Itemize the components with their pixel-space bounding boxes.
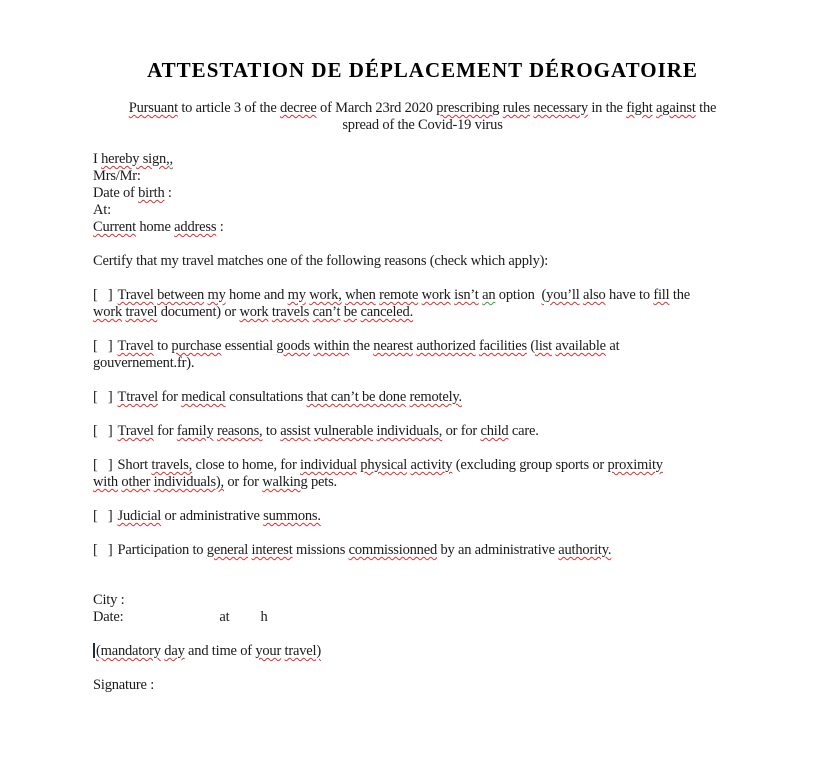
checkbox-general-interest-missions[interactable]: [ ] xyxy=(93,542,113,558)
text-run: consultations xyxy=(225,389,307,405)
checkbox-judicial-summons[interactable]: [ ] xyxy=(93,508,113,524)
misspelled-word: rules xyxy=(502,100,530,116)
text-run: the xyxy=(669,287,690,303)
date-line xyxy=(93,609,752,626)
city-date-block xyxy=(93,592,752,626)
misspelled-word: day xyxy=(164,643,185,659)
misspelled-word: canceled. xyxy=(360,304,414,320)
certify-paragraph xyxy=(93,253,752,270)
reason-family-reasons xyxy=(93,423,752,440)
checkbox-travel-between-home-and-work[interactable]: [ ] xyxy=(93,287,113,303)
text-cursor xyxy=(93,643,95,658)
misspelled-word: facilities xyxy=(479,338,527,354)
text-run: at xyxy=(605,338,620,354)
misspelled-word: Travel xyxy=(117,338,154,354)
misspelled-word: work xyxy=(239,304,269,320)
text-run: to xyxy=(262,423,281,439)
misspelled-word: be xyxy=(343,304,358,320)
misspelled-word: address xyxy=(174,219,217,235)
text-run: option xyxy=(495,287,542,303)
signer-line-home-address xyxy=(93,219,752,236)
misspelled-word: isn’t xyxy=(454,287,479,303)
text-run: care. xyxy=(508,423,539,439)
reason-medical-consultations xyxy=(93,389,752,406)
misspelled-word: Current xyxy=(93,219,136,235)
text-run: or for xyxy=(442,423,481,439)
text-run: in the xyxy=(587,100,627,116)
signer-line-at xyxy=(93,202,752,219)
misspelled-word: authority. xyxy=(558,542,612,558)
text-run: home and xyxy=(225,287,288,303)
misspelled-word: Travel xyxy=(117,287,154,303)
misspelled-word: travel) xyxy=(284,643,321,659)
misspelled-word: individuals, xyxy=(376,423,443,439)
text-run: Short xyxy=(117,457,152,473)
misspelled-word: general xyxy=(206,542,249,558)
text-run: have to xyxy=(605,287,654,303)
misspelled-word: work xyxy=(93,304,123,320)
text-run: missions xyxy=(292,542,349,558)
text-run: Date of xyxy=(93,185,139,201)
misspelled-word: your xyxy=(255,643,282,659)
text-run: (excluding group sports or xyxy=(452,457,608,473)
misspelled-word: individual xyxy=(300,457,357,473)
misspelled-word: walking xyxy=(262,474,308,490)
misspelled-word: Judicial xyxy=(117,508,162,524)
misspelled-word: between xyxy=(157,287,205,303)
text-run: : xyxy=(216,219,224,235)
misspelled-word: my xyxy=(287,287,306,303)
misspelled-word: also xyxy=(583,287,606,303)
signature-label: Signature : xyxy=(93,677,155,693)
text-run: : xyxy=(164,185,172,201)
misspelled-word: work xyxy=(421,287,451,303)
misspelled-word: reasons, xyxy=(216,423,263,439)
signer-line-hereby-sign xyxy=(93,151,752,168)
misspelled-word: summons. xyxy=(263,508,321,524)
signer-line-mrs-mr xyxy=(93,168,752,185)
date-label: Date: xyxy=(93,609,124,625)
text-run: to xyxy=(153,338,172,354)
text-run: the xyxy=(695,100,717,116)
misspelled-word: , xyxy=(169,151,173,167)
text-run: At: xyxy=(93,202,111,218)
city-line xyxy=(93,592,752,609)
misspelled-word: physical xyxy=(360,457,408,473)
misspelled-word: travels xyxy=(271,304,310,320)
checkbox-medical-consultations[interactable]: [ ] xyxy=(93,389,113,405)
text-run: and time of xyxy=(184,643,256,659)
reason-text xyxy=(118,508,321,524)
misspelled-word: hereby sign, xyxy=(101,151,170,167)
reason-text xyxy=(93,338,619,371)
document-title: ATTESTATION DE DÉPLACEMENT DÉROGATOIRE xyxy=(147,58,698,82)
misspelled-word: that can’t be done xyxy=(306,389,407,405)
misspelled-word: an xyxy=(482,287,496,303)
misspelled-word: authorized xyxy=(416,338,476,354)
misspelled-word: list xyxy=(535,338,552,354)
misspelled-word: other xyxy=(121,474,151,490)
misspelled-word: nearest xyxy=(373,338,413,354)
misspelled-word: family xyxy=(176,423,214,439)
misspelled-word: Travel xyxy=(117,423,154,439)
text-run: by an administrative xyxy=(437,542,559,558)
reason-text xyxy=(118,542,612,558)
reason-judicial-summons xyxy=(93,508,752,525)
misspelled-word: available xyxy=(555,338,606,354)
misspelled-word: child xyxy=(480,423,509,439)
misspelled-word: individuals), xyxy=(153,474,224,490)
text-run: close to home, for xyxy=(192,457,301,473)
signature-paragraph xyxy=(93,677,752,694)
checkbox-short-travels-physical-activity[interactable]: [ ] xyxy=(93,457,113,473)
misspelled-word: (you’ll xyxy=(541,287,580,303)
text-run: for xyxy=(158,389,182,405)
misspelled-word: travel xyxy=(125,304,158,320)
misspelled-word: within xyxy=(313,338,350,354)
text-run: of March 23rd 2020 xyxy=(316,100,437,116)
text-run: essential xyxy=(221,338,277,354)
misspelled-word: remote xyxy=(379,287,419,303)
misspelled-word: proximity xyxy=(607,457,663,473)
text-run: to article 3 of the xyxy=(177,100,280,116)
reason-text xyxy=(93,287,690,320)
text-run: or for xyxy=(223,474,263,490)
text-run: Mrs/Mr: xyxy=(93,168,141,184)
misspelled-word: commissionned xyxy=(348,542,438,558)
text-run: home xyxy=(135,219,175,235)
text-run: I xyxy=(93,151,102,167)
reason-text xyxy=(93,457,663,490)
date-hour-label: h xyxy=(260,609,268,625)
signer-line-date-of-birth xyxy=(93,185,752,202)
misspelled-word: with xyxy=(93,474,118,490)
intro-paragraph xyxy=(93,100,752,134)
city-label: City : xyxy=(93,592,125,608)
misspelled-word: Pursuant xyxy=(128,100,178,116)
misspelled-word: Ttravel xyxy=(117,389,159,405)
misspelled-word: against xyxy=(656,100,696,116)
checkbox-purchase-essential-goods[interactable]: [ ] xyxy=(93,338,113,354)
misspelled-word: travels, xyxy=(151,457,193,473)
text-run: the xyxy=(349,338,374,354)
misspelled-word: vulnerable xyxy=(313,423,374,439)
misspelled-word: activity xyxy=(410,457,453,473)
text-run: ( xyxy=(526,338,535,354)
text-run: or administrative xyxy=(161,508,264,524)
misspelled-word: medical xyxy=(181,389,226,405)
text-run: Participation to xyxy=(117,542,207,558)
text-run: gouvernement.fr). xyxy=(93,355,195,371)
misspelled-word: goods xyxy=(276,338,310,354)
misspelled-word: when xyxy=(345,287,376,303)
misspelled-word: necessary xyxy=(533,100,588,116)
text-run: document) or xyxy=(157,304,240,320)
text-run: spread of the Covid-19 virus xyxy=(342,117,503,133)
reason-travel-between-home-and-work xyxy=(93,287,752,321)
misspelled-word: fight xyxy=(626,100,653,116)
misspelled-word: prescribing xyxy=(436,100,500,116)
misspelled-word: interest xyxy=(251,542,293,558)
date-at-label: at xyxy=(219,609,230,625)
misspelled-word: fill xyxy=(653,287,670,303)
misspelled-word: decree xyxy=(280,100,317,116)
text-run: pets. xyxy=(307,474,337,490)
signer-block xyxy=(93,151,752,236)
checkbox-family-reasons[interactable]: [ ] xyxy=(93,423,113,439)
reason-text xyxy=(118,423,539,439)
reason-text xyxy=(118,389,462,405)
misspelled-word: remotely. xyxy=(409,389,462,405)
reason-general-interest-missions xyxy=(93,542,752,559)
text-run: Certify that my travel matches one of the following reasons (check which apply): xyxy=(93,253,549,269)
misspelled-word: can’t xyxy=(312,304,341,320)
reason-short-travels-physical-activity xyxy=(93,457,752,491)
misspelled-word: birth xyxy=(138,185,165,201)
misspelled-word: purchase xyxy=(171,338,222,354)
misspelled-word: (mandatory xyxy=(96,643,161,659)
text-run: for xyxy=(153,423,177,439)
misspelled-word: work, xyxy=(309,287,342,303)
reason-purchase-essential-goods xyxy=(93,338,752,372)
misspelled-word: my xyxy=(207,287,226,303)
misspelled-word: assist xyxy=(280,423,311,439)
mandatory-note-text xyxy=(96,643,321,659)
mandatory-note-paragraph xyxy=(93,643,752,660)
